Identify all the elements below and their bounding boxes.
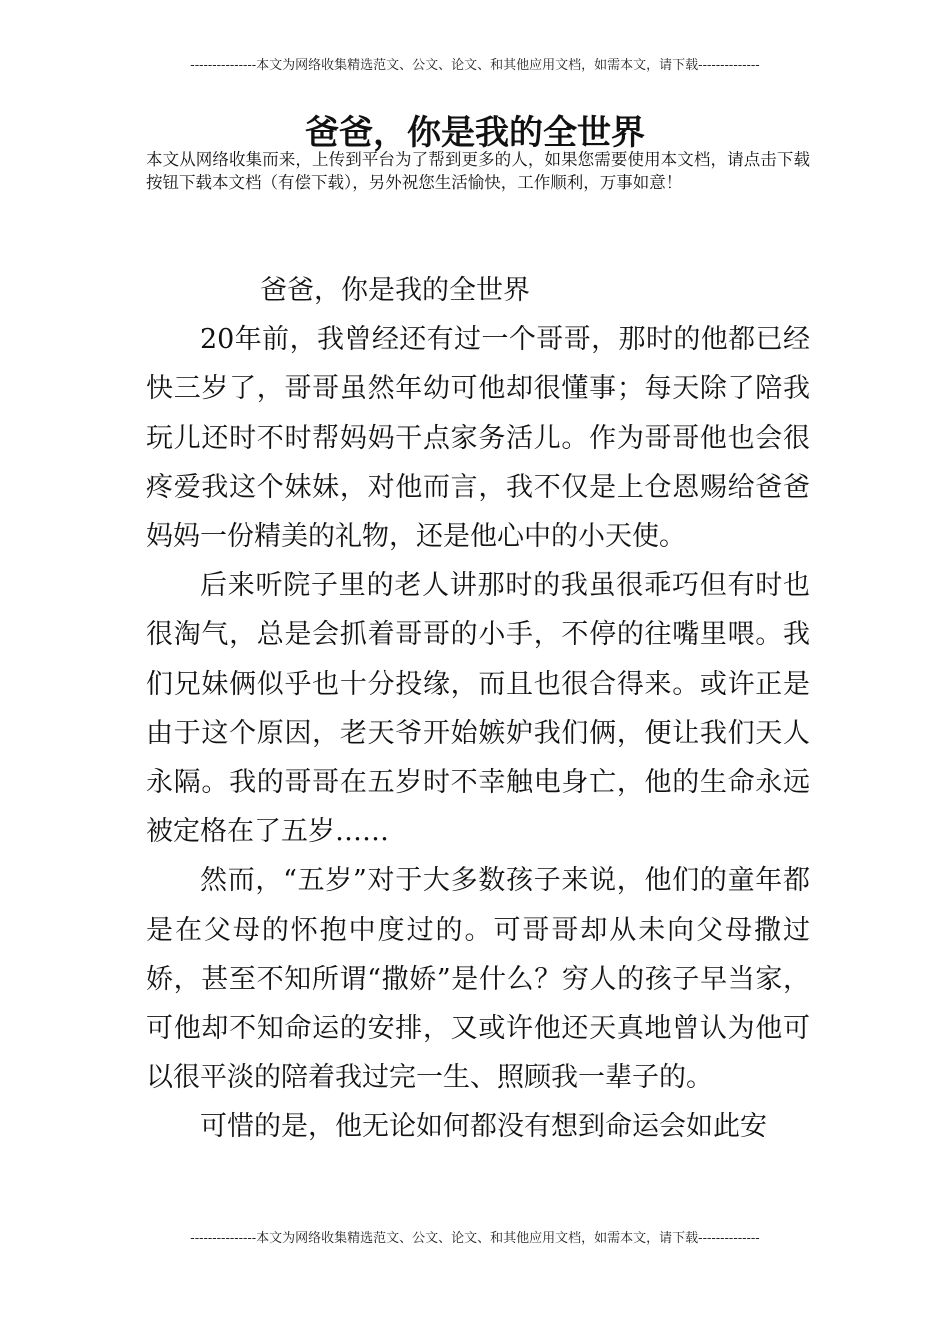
paragraph-1: 20年前，我曾经还有过一个哥哥，那时的他都已经快三岁了，哥哥虽然年幼可他却很懂事；每天除了陪我玩儿还时不时帮妈妈干点家务活儿。作为哥哥他也会很疼爱我这个妹妹，对他而言，我不仅是上仓恩赐给爸爸妈妈一份精美的礼物，还是他心中的小天使。	[146, 324, 810, 553]
download-notice: 本文从网络收集而来，上传到平台为了帮到更多的人，如果您需要使用本文档，请点击下载按钮下载本文档（有偿下载），另外祝您生活愉快，工作顺利，万事如意！	[146, 150, 810, 192]
article-body	[146, 266, 810, 1152]
document-title: 爸爸，你是我的全世界	[305, 112, 645, 153]
paragraph-2: 后来听院子里的老人讲那时的我虽很乖巧但有时也很淘气，总是会抓着哥哥的小手，不停的往嘴里喂。我们兄妹俩似乎也十分投缘，而且也很合得来。或许正是由于这个原因，老天爷开始嫉妒我们俩，便让我们天人永隔。我的哥哥在五岁时不幸触电身亡，他的生命永远被定格在了五岁……	[146, 570, 810, 848]
header-banner: ---------------本文为网络收集精选范文、公文、论文、和其他应用文档，如需本文，请下载--------------	[190, 58, 760, 73]
paragraph-4: 可惜的是，他无论如何都没有想到命运会如此安	[200, 1111, 767, 1143]
footer-banner: ---------------本文为网络收集精选范文、公文、论文、和其他应用文档，如需本文，请下载--------------	[190, 1231, 760, 1246]
article-title: 爸爸，你是我的全世界	[260, 275, 530, 306]
paragraph-3: 然而，“五岁”对于大多数孩子来说，他们的童年都是在父母的怀抱中度过的。可哥哥却从未向父母撒过娇，甚至不知所谓“撒娇”是什么？穷人的孩子早当家，可他却不知命运的安排，又或许他还天真地曾认为他可以很平淡的陪着我过完一生、照顾我一辈子的。	[146, 865, 810, 1094]
